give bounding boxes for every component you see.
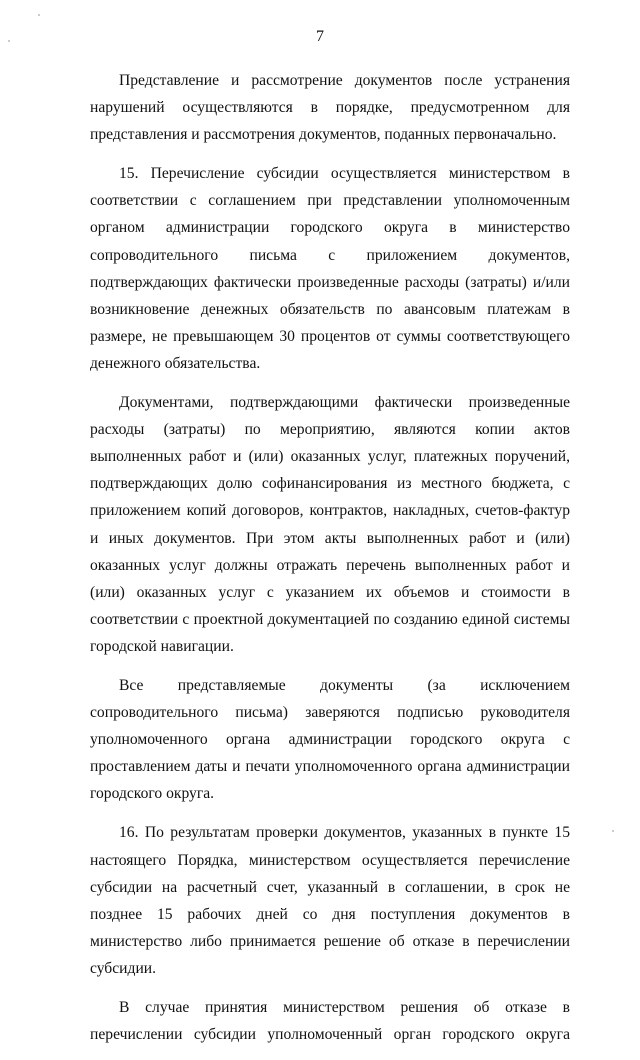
page-number: 7: [316, 28, 324, 45]
paragraph-refusal: В случае принятия министерством решения об отказе в перечислении субсидии уполномоченный орган городского округа: [90, 999, 570, 1044]
paragraph-resubmission: Представление и рассмотрение документов после устранения нарушений осуществляются в порядке, предусмотренном для представления и рассмотрения документов, поданных первоначально.: [90, 72, 570, 144]
scan-speck: [8, 40, 10, 42]
paragraph-certification: Все представляемые документы (за исключением сопроводительного письма) заверяются подписью руководителя уполномоченного органа администрации городского округа с проставлением даты и печати уполномоченного органа администрации городского округа.: [90, 676, 570, 803]
paragraph-clause-15: 15. Перечисление субсидии осуществляется министерством в соответствии с соглашением при представлении уполномоченным органом администрации городского округа в министерство сопроводительного письма с приложением документов, подтверждающих фактически произведенные расходы (затраты) и/или возникновение денежных обязательств по авансовым платежам в размере, не превышающем 30 процентов от суммы соответствующего денежного обязательства.: [90, 165, 570, 372]
paragraph-supporting-documents: Документами, подтверждающими фактически произведенные расходы (затраты) по мероприятию, являются копии актов выполненных работ и (или) оказанных услуг, платежных поручений, подтверждающих долю софинансирования из местного бюджета, с приложением копий договоров, контрактов, накладных, счетов-фактур и иных документов. При этом акты выполненных работ и (или) оказанных услуг должны отражать перечень выполненных работ и (или) оказанных услуг с указанием их объемов и стоимости в соответствии с проектной документацией по созданию единой системы городской навигации.: [90, 394, 570, 655]
document-body: [90, 67, 570, 1060]
paragraph-clause-16: 16. По результатам проверки документов, указанных в пункте 15 настоящего Порядка, министерством осуществляется перечисление субсидии на расчетный счет, указанный в соглашении, в срок не позднее 15 рабочих дней со дня поступления документов в министерство либо принимается решение об отказе в перечислении субсидии.: [90, 824, 570, 977]
scan-speck: [612, 830, 614, 832]
scan-speck: [38, 14, 40, 16]
